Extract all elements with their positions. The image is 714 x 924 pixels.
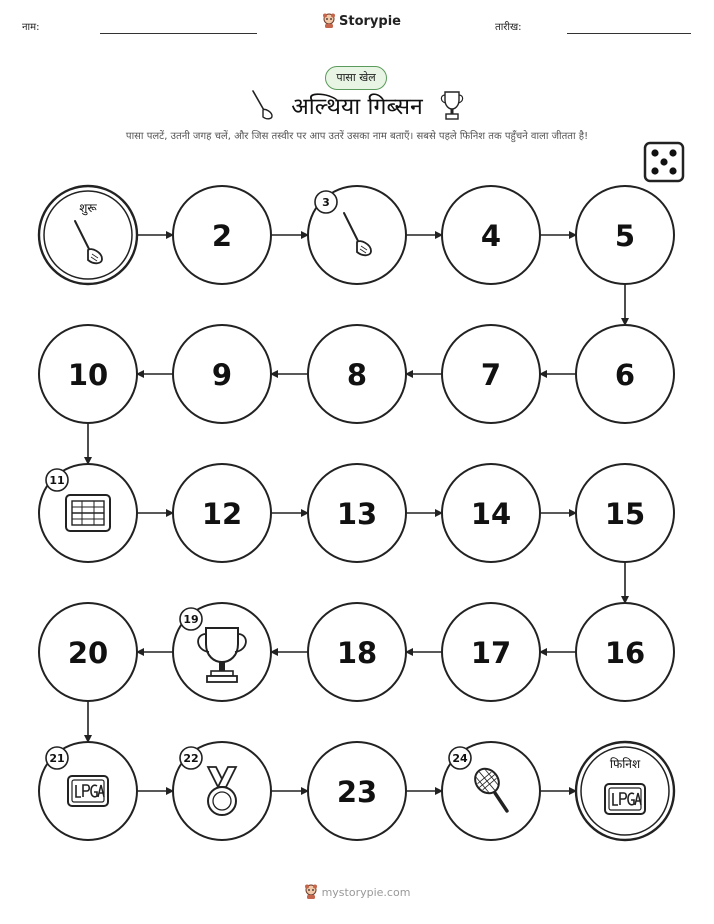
board-space-11[interactable] (39, 464, 137, 562)
board-space-16[interactable] (576, 603, 674, 701)
space-number: 15 (604, 497, 646, 531)
space-number: 11 (49, 474, 65, 487)
space-number: 4 (480, 219, 502, 253)
board-space-6[interactable] (576, 325, 674, 423)
space-number: 20 (67, 636, 109, 670)
space-number: 6 (614, 358, 636, 392)
space-label: शुरू (79, 201, 97, 215)
board-space-13[interactable] (308, 464, 406, 562)
space-number: 24 (452, 752, 468, 765)
board-space-5[interactable] (576, 186, 674, 284)
board-space-19[interactable] (173, 603, 271, 701)
board-space-17[interactable] (442, 603, 540, 701)
page-title: अल्थिया गिब्सन (291, 94, 423, 120)
board-space-21[interactable] (39, 742, 137, 840)
space-number: 13 (336, 497, 378, 531)
space-number: 22 (183, 752, 199, 765)
board-space-14[interactable] (442, 464, 540, 562)
tennis-court-icon (66, 495, 110, 531)
lpga-sign-icon (605, 784, 645, 814)
board-space-7[interactable] (442, 325, 540, 423)
space-number: 3 (322, 196, 330, 209)
board-space-10[interactable] (39, 325, 137, 423)
date-label: तारीख: (495, 22, 522, 33)
board-space-23[interactable] (308, 742, 406, 840)
lpga-sign-icon (68, 776, 108, 806)
footer (0, 884, 714, 900)
footer-url: mystorypie.com (321, 885, 411, 899)
space-number: 19 (183, 613, 199, 626)
space-number: 23 (336, 775, 378, 809)
start-space[interactable] (39, 186, 137, 284)
space-label: फिनिश (609, 757, 641, 771)
name-label: नाम: (22, 22, 40, 33)
game-type-badge: पासा खेल (325, 66, 387, 90)
space-number: 17 (470, 636, 512, 670)
space-number: 8 (346, 358, 368, 392)
storypie-mascot-icon (304, 884, 318, 900)
board-space-4[interactable] (442, 186, 540, 284)
brand-name: Storypie (339, 13, 401, 29)
space-number: 2 (211, 219, 233, 253)
board-space-8[interactable] (308, 325, 406, 423)
space-number: 18 (336, 636, 378, 670)
board-space-15[interactable] (576, 464, 674, 562)
board-space-22[interactable] (173, 742, 271, 840)
board-space-24[interactable] (442, 742, 540, 840)
board-space-3[interactable] (308, 186, 406, 284)
space-number: 14 (470, 497, 512, 531)
board-space-18[interactable] (308, 603, 406, 701)
space-number: 10 (67, 358, 109, 392)
instructions: पासा पलटें, उतनी जगह चलें, और जिस तस्वीर पर आप उतरें उसका नाम बताएँ। सबसे पहले फिनिश तक पहुँचने वाला जीतता है! (125, 131, 589, 142)
board-space-2[interactable] (173, 186, 271, 284)
board-space-9[interactable] (173, 325, 271, 423)
space-number: 5 (614, 219, 636, 253)
board-space-12[interactable] (173, 464, 271, 562)
space-number: 7 (480, 358, 502, 392)
space-number: 12 (201, 497, 243, 531)
space-number: 16 (604, 636, 646, 670)
board-space-20[interactable] (39, 603, 137, 701)
space-number: 21 (49, 752, 65, 765)
finish-space[interactable] (576, 742, 674, 840)
space-number: 9 (211, 358, 233, 392)
board-cells (39, 186, 674, 840)
